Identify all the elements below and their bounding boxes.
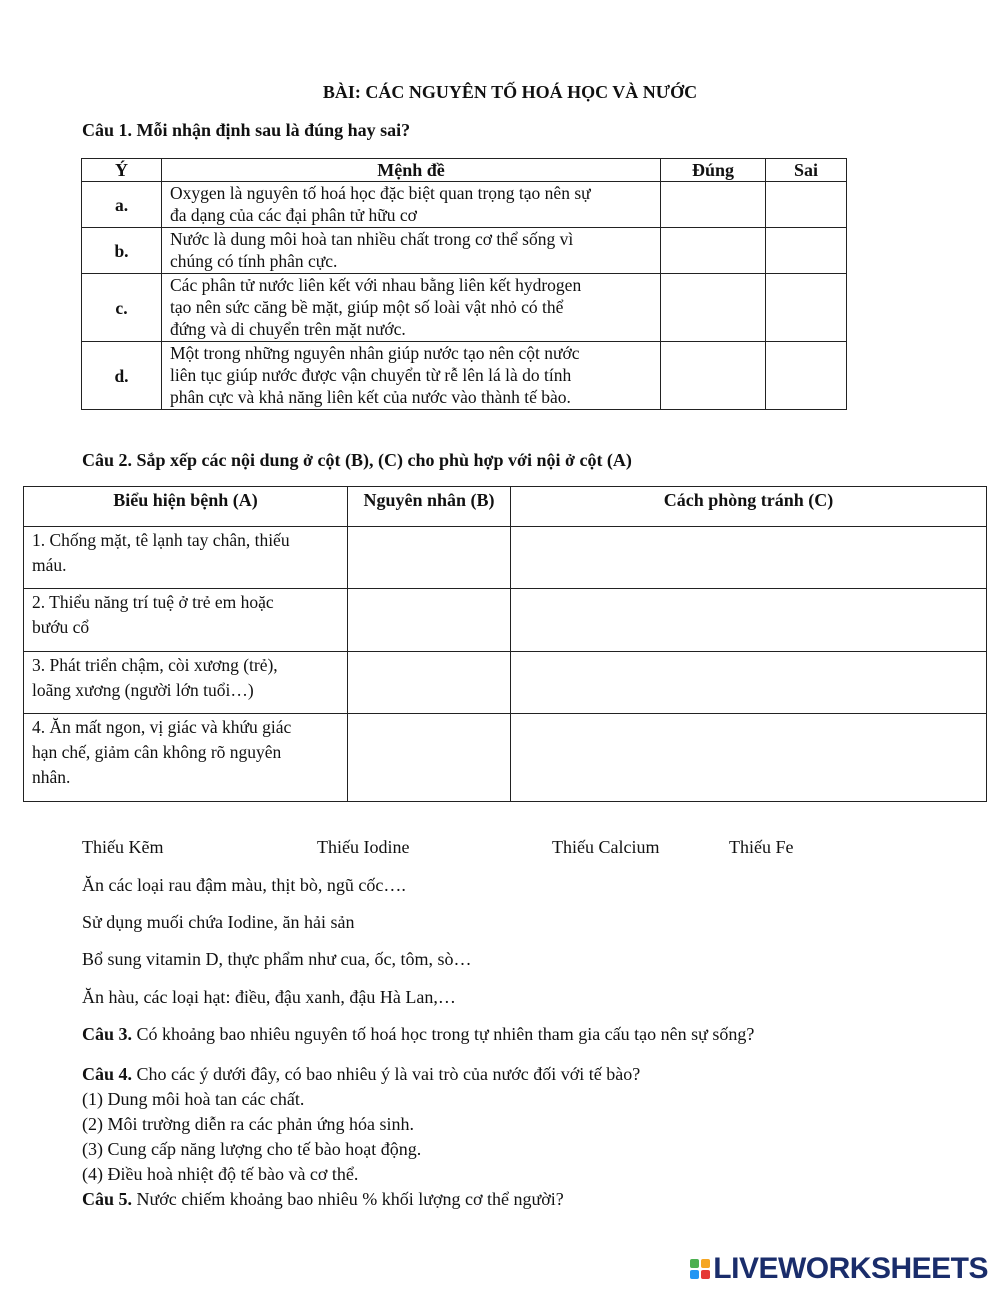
prevention-option-4[interactable]: Ăn hàu, các loại hạt: điều, đậu xanh, đậu Hà Lan,…: [82, 987, 456, 1007]
cause-drop-cell[interactable]: [348, 652, 511, 714]
false-answer-cell[interactable]: [766, 342, 847, 410]
prevention-option-3[interactable]: Bổ sung vitamin D, thực phẩm như cua, ốc, tôm, sò…: [82, 949, 472, 969]
symptom-cell: [24, 589, 348, 652]
false-answer-cell[interactable]: [766, 228, 847, 274]
question-5-text: Nước chiếm khoảng bao nhiêu % khối lượng cơ thể người?: [132, 1189, 564, 1209]
table-row: [82, 228, 847, 274]
symptom-cell: [24, 527, 348, 589]
matching-table: [23, 486, 987, 802]
statement-line: Các phân tử nước liên kết với nhau bằng liên kết hydrogen: [170, 275, 582, 295]
table-row: [82, 342, 847, 410]
statement-line: chúng có tính phân cực.: [170, 251, 338, 271]
logo-grid-icon: [690, 1259, 710, 1279]
statement-line: Một trong những nguyên nhân giúp nước tạo nên cột nước: [170, 343, 580, 363]
option-zinc[interactable]: Thiếu Kẽm: [82, 837, 164, 857]
statement-line: liên tục giúp nước được vận chuyển từ rễ lên lá là do tính: [170, 365, 572, 385]
table-row: [24, 527, 987, 589]
question-4-label: Câu 4.: [82, 1064, 133, 1084]
statement-cell: [162, 342, 661, 410]
question-5-label: Câu 5.: [82, 1189, 133, 1209]
cause-drop-cell[interactable]: [348, 527, 511, 589]
statement-line: tạo nên sức căng bề mặt, giúp một số loài vật nhỏ có thể: [170, 297, 564, 317]
question-4-text: Cho các ý dưới đây, có bao nhiêu ý là vai trò của nước đối với tế bào?: [132, 1064, 641, 1084]
true-answer-cell[interactable]: [661, 182, 766, 228]
row-label: c.: [82, 274, 162, 342]
true-answer-cell[interactable]: [661, 228, 766, 274]
statement-cell: [162, 182, 661, 228]
question-4-item: (2) Môi trường diễn ra các phản ứng hóa sinh.: [82, 1114, 414, 1134]
symptom-line: 4. Ăn mất ngon, vị giác và khứu giác: [32, 717, 292, 737]
prevention-drop-cell[interactable]: [511, 589, 987, 652]
symptom-line: 3. Phát triển chậm, còi xương (trẻ),: [32, 655, 278, 675]
col-header-y: Ý: [82, 159, 162, 182]
symptom-line: loãng xương (người lớn tuổi…): [32, 680, 254, 700]
prevention-option-1[interactable]: Ăn các loại rau đậm màu, thịt bò, ngũ cốc….: [82, 875, 406, 895]
true-answer-cell[interactable]: [661, 274, 766, 342]
cause-drop-cell[interactable]: [348, 714, 511, 802]
statement-cell: [162, 274, 661, 342]
liveworksheets-logo: [690, 1252, 988, 1286]
option-calcium[interactable]: Thiếu Calcium: [552, 837, 660, 857]
true-false-table: [81, 158, 847, 410]
symptom-line: 1. Chống mặt, tê lạnh tay chân, thiếu: [32, 530, 290, 550]
symptom-cell: [24, 714, 348, 802]
row-label: a.: [82, 182, 162, 228]
question-4: [82, 1062, 640, 1212]
symptom-line: nhân.: [32, 767, 71, 787]
symptom-line: máu.: [32, 555, 67, 575]
col-header-symptom: Biểu hiện bệnh (A): [24, 487, 348, 527]
question-4-item: (3) Cung cấp năng lượng cho tế bào hoạt động.: [82, 1139, 422, 1159]
col-header-prevention: Cách phòng tránh (C): [511, 487, 987, 527]
true-answer-cell[interactable]: [661, 342, 766, 410]
col-header-cause: Nguyên nhân (B): [348, 487, 511, 527]
page-title: BÀI: CÁC NGUYÊN TỐ HOÁ HỌC VÀ NƯỚC: [322, 82, 698, 102]
prevention-drop-cell[interactable]: [511, 652, 987, 714]
question-1-heading: Câu 1. Mỗi nhận định sau là đúng hay sai?: [82, 120, 411, 140]
table-row: [24, 589, 987, 652]
false-answer-cell[interactable]: [766, 274, 847, 342]
question-4-item: (1) Dung môi hoà tan các chất.: [82, 1089, 305, 1109]
statement-cell: [162, 228, 661, 274]
row-label: b.: [82, 228, 162, 274]
table-row: [24, 652, 987, 714]
symptom-cell: [24, 652, 348, 714]
prevention-drop-cell[interactable]: [511, 714, 987, 802]
cause-drop-cell[interactable]: [348, 589, 511, 652]
question-4-item: (4) Điều hoà nhiệt độ tế bào và cơ thể.: [82, 1164, 359, 1184]
option-iron[interactable]: Thiếu Fe: [729, 837, 794, 857]
symptom-line: bướu cổ: [32, 617, 90, 637]
symptom-line: 2. Thiểu năng trí tuệ ở trẻ em hoặc: [32, 592, 274, 612]
statement-line: Oxygen là nguyên tố hoá học đặc biệt quan trọng tạo nên sự: [170, 183, 591, 203]
question-3-text: Có khoảng bao nhiêu nguyên tố hoá học trong tự nhiên tham gia cấu tạo nên sự sống?: [132, 1024, 755, 1044]
col-header-statement: Mệnh đề: [162, 159, 661, 182]
row-label: d.: [82, 342, 162, 410]
false-answer-cell[interactable]: [766, 182, 847, 228]
statement-line: Nước là dung môi hoà tan nhiều chất trong cơ thể sống vì: [170, 229, 574, 249]
table-row: [24, 714, 987, 802]
col-header-false: Sai: [766, 159, 847, 182]
question-3: [82, 1024, 754, 1045]
prevention-drop-cell[interactable]: [511, 527, 987, 589]
prevention-option-2[interactable]: Sử dụng muối chứa Iodine, ăn hải sản: [82, 912, 355, 932]
statement-line: phân cực và khả năng liên kết của nước vào thành tế bào.: [170, 387, 571, 407]
option-iodine[interactable]: Thiếu Iodine: [317, 837, 410, 857]
table-row: [82, 274, 847, 342]
col-header-true: Đúng: [661, 159, 766, 182]
symptom-line: hạn chế, giảm cân không rõ nguyên: [32, 742, 282, 762]
statement-line: đa dạng của các đại phân tử hữu cơ: [170, 205, 417, 225]
statement-line: đứng và di chuyển trên mặt nước.: [170, 319, 406, 339]
question-2-heading: Câu 2. Sắp xếp các nội dung ở cột (B), (C) cho phù hợp với nội ở cột (A): [82, 450, 632, 470]
question-3-label: Câu 3.: [82, 1024, 133, 1044]
logo-text: LIVEWORKSHEETS: [713, 1252, 988, 1285]
table-row: [82, 182, 847, 228]
